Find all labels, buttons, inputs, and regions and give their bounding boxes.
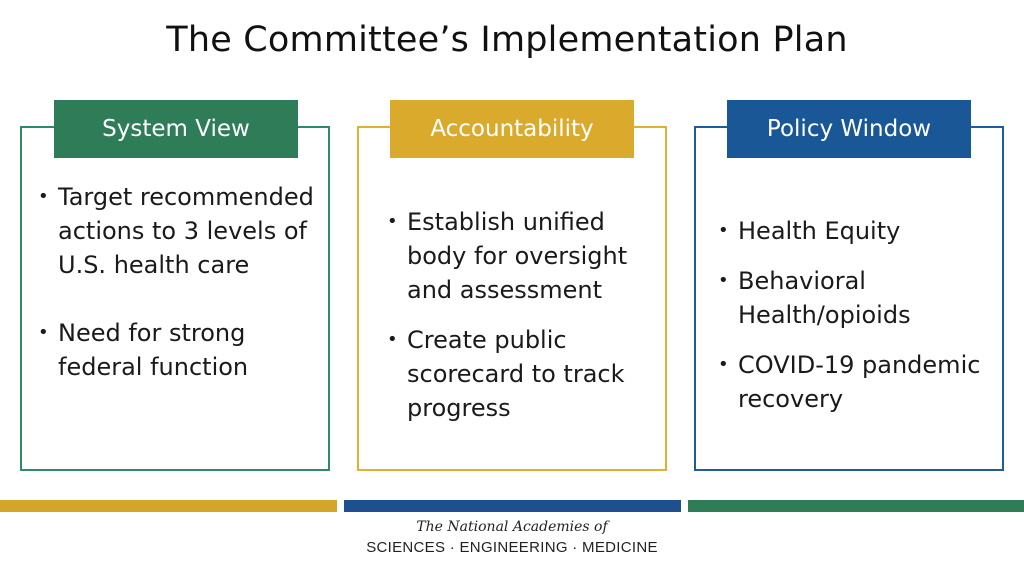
- bullet-icon: •: [38, 322, 49, 343]
- bullet-text: Target recommended actions to 3 levels of U.S. health care: [58, 183, 314, 279]
- list-item: [716, 264, 1006, 332]
- list-item: [385, 323, 660, 425]
- list-item: [36, 316, 321, 384]
- list-item: [716, 214, 1006, 248]
- system-view-list: [36, 180, 321, 384]
- list-item: [385, 205, 660, 307]
- bullet-icon: •: [718, 220, 729, 241]
- footer-stripe-blue: [344, 500, 681, 512]
- bullet-text: Create public scorecard to track progress: [407, 326, 625, 422]
- bullet-icon: •: [38, 186, 49, 207]
- list-item: [36, 180, 321, 282]
- logo-line-2: SCIENCES · ENGINEERING · MEDICINE: [366, 539, 658, 556]
- bullet-icon: •: [387, 329, 398, 350]
- footer-stripe-gold: [0, 500, 337, 512]
- bullet-icon: •: [718, 270, 729, 291]
- page-title: The Committee’s Implementation Plan: [166, 20, 848, 60]
- footer-stripe-green: [688, 500, 1024, 512]
- system-view-header: System View: [54, 100, 298, 158]
- list-item: [716, 348, 1006, 416]
- bullet-text: Need for strong federal function: [58, 319, 249, 381]
- policy-window-list: [716, 214, 1006, 416]
- logo-line-1: The National Academies of: [416, 519, 608, 535]
- accountability-list: [385, 205, 660, 425]
- bullet-text: Health Equity: [738, 217, 901, 245]
- bullet-icon: •: [718, 354, 729, 375]
- accountability-header: Accountability: [390, 100, 634, 158]
- bullet-text: COVID-19 pandemic recovery: [738, 351, 981, 413]
- policy-window-header: Policy Window: [727, 100, 971, 158]
- bullet-text: Behavioral Health/opioids: [738, 267, 911, 329]
- bullet-icon: •: [387, 211, 398, 232]
- bullet-text: Establish unified body for oversight and assessment: [407, 208, 628, 304]
